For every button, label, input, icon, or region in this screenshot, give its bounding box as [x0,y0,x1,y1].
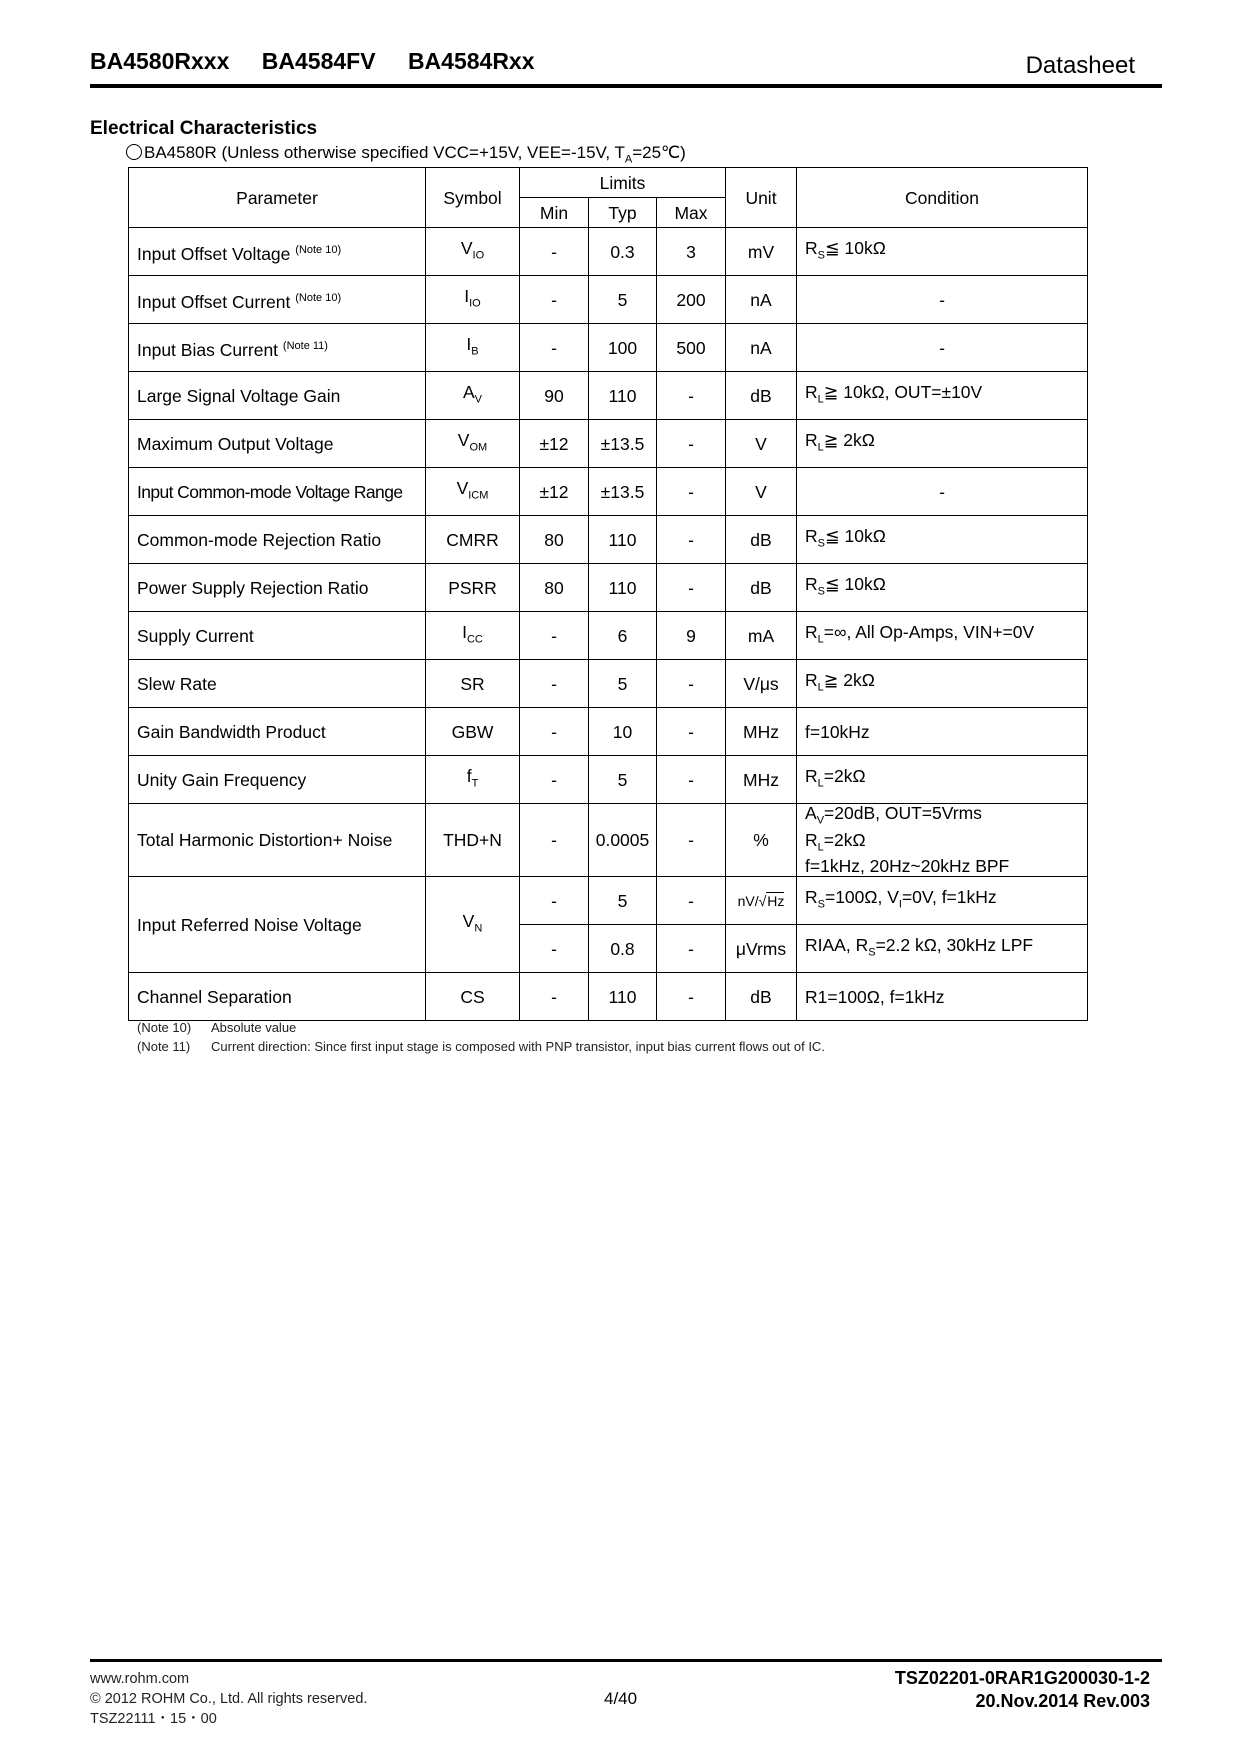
typ-cell: 0.8 [589,925,657,973]
condition-cell: - [797,324,1088,372]
param-cell: Slew Rate [129,660,426,708]
unit-cell: dB [726,372,797,420]
symbol-cell: $V_{IO}$ [426,228,520,276]
param-cell: Input Offset Voltage $^{(Note 10)}$ [129,228,426,276]
param-cell: Input Common-mode Voltage Range [129,468,426,516]
table-row [129,756,1088,804]
symbol-cell: $V_N$ [426,877,520,973]
symbol-cell: PSRR [426,564,520,612]
header-max: Max [657,198,726,228]
param-cell: Gain Bandwidth Product [129,708,426,756]
footer-right [895,1667,1150,1713]
min-cell: 80 [520,516,589,564]
header-parameter: Parameter [129,168,426,228]
condition-cell: $R_S≦$ 10kΩ [797,516,1088,564]
table-row [129,516,1088,564]
condition-cell: $R_L≧$ 10kΩ, OUT=±10V [797,372,1088,420]
typ-cell: 10 [589,708,657,756]
unit-cell: mA [726,612,797,660]
part-number: BA4580Rxxx [90,48,230,74]
unit-cell: % [726,804,797,877]
header-typ: Typ [589,198,657,228]
min-cell: - [520,925,589,973]
table-row [129,804,1088,877]
max-cell: 200 [657,276,726,324]
param-cell: Supply Current [129,612,426,660]
max-cell: - [657,756,726,804]
unit-cell: MHz [726,756,797,804]
condition-cell: $A_V=20dB$, OUT=5Vrms $R_L=2k\Omega$ f=1kHz, 20Hz~20kHz BPF [797,804,1088,877]
unit-cell: dB [726,564,797,612]
symbol-cell: $f_T$ [426,756,520,804]
max-cell: - [657,372,726,420]
symbol-cell: $I_B$ [426,324,520,372]
section-title: Electrical Characteristics [90,118,318,139]
unit-cell: nA [726,276,797,324]
unit-cell: MHz [726,708,797,756]
param-cell: Large Signal Voltage Gain [129,372,426,420]
unit-cell: V [726,468,797,516]
min-cell: ±12 [520,468,589,516]
max-cell: - [657,708,726,756]
table-notes [137,1018,825,1056]
unit-cell: dB [726,973,797,1021]
max-cell: - [657,564,726,612]
unit-cell: nA [726,324,797,372]
footer-left [90,1669,367,1729]
table-row [129,468,1088,516]
table-row [129,973,1088,1021]
min-cell: - [520,756,589,804]
symbol-cell: $I_{IO}$ [426,276,520,324]
typ-cell: 0.0005 [589,804,657,877]
condition-cell: f=10kHz [797,708,1088,756]
param-cell: Total Harmonic Distortion+ Noise [129,804,426,877]
test-condition [126,143,686,165]
condition-cell: $R_L=\infty$, All Op-Amps, VIN+=0V [797,612,1088,660]
footer-copyright: © 2012 ROHM Co., Ltd. All rights reserved. [90,1691,368,1707]
condition-cell: - [797,468,1088,516]
min-cell: - [520,877,589,925]
date-revision: 20.Nov.2014 Rev.003 [975,1691,1150,1711]
sqrt-icon: √ [758,892,767,909]
part-number: BA4584FV [261,48,376,74]
header-symbol: Symbol [426,168,520,228]
doc-id: TSZ02201-0RAR1G200030-1-2 [894,1668,1150,1688]
symbol-cell: CMRR [426,516,520,564]
unit-cell: μVrms [726,925,797,973]
condition-cell: $R_S≦$ 10kΩ [797,228,1088,276]
condition-text: =25℃) [632,143,686,162]
condition-cell: $R_L≧$ 2kΩ [797,420,1088,468]
table-row [129,612,1088,660]
typ-cell: 110 [589,516,657,564]
max-cell: - [657,925,726,973]
table-row [129,372,1088,420]
param-cell: Input Referred Noise Voltage [129,877,426,973]
min-cell: - [520,612,589,660]
note-item: (Note 10) Absolute value [137,1020,297,1035]
typ-cell: 110 [589,973,657,1021]
typ-cell: 6 [589,612,657,660]
min-cell: - [520,804,589,877]
table-row [129,228,1088,276]
typ-cell: 5 [589,660,657,708]
max-cell: 3 [657,228,726,276]
footer-divider [90,1659,1162,1662]
min-cell: 80 [520,564,589,612]
max-cell: - [657,804,726,877]
condition-cell: $R_L=2k\Omega$ [797,756,1088,804]
unit-cell: dB [726,516,797,564]
electrical-characteristics-table [128,167,1088,1021]
param-cell: Unity Gain Frequency [129,756,426,804]
param-cell: Common-mode Rejection Ratio [129,516,426,564]
condition-cell: RIAA, $R_S=2.2$ kΩ, 30kHz LPF [797,925,1088,973]
param-cell: Input Bias Current $^{(Note 11)}$ [129,324,426,372]
symbol-cell: $I_{CC}$ [426,612,520,660]
table-row [129,324,1088,372]
table-row [129,877,1088,925]
note-item: (Note 11) Current direction: Since first input stage is composed with PNP transistor, input bias current flows out of IC. [137,1039,825,1054]
symbol-cell: SR [426,660,520,708]
doc-type: Datasheet [1025,52,1135,79]
typ-cell: 5 [589,276,657,324]
min-cell: - [520,324,589,372]
table-row [129,276,1088,324]
condition-cell: - [797,276,1088,324]
typ-cell: 5 [589,756,657,804]
symbol-cell: $V_{ICM}$ [426,468,520,516]
typ-cell: 5 [589,877,657,925]
symbol-cell: GBW [426,708,520,756]
condition-cell: $R_S=100\Omega$, $V_I=0V$, f=1kHz [797,877,1088,925]
condition-cell: $R_S≦$ 10kΩ [797,564,1088,612]
symbol-cell: $V_{OM}$ [426,420,520,468]
circle-bullet-icon [126,144,142,160]
header-part-numbers [90,48,561,75]
typ-cell: 0.3 [589,228,657,276]
condition-cell: R1=100Ω, f=1kHz [797,973,1088,1021]
symbol-cell: $A_V$ [426,372,520,420]
footer-code: TSZ22111・15・00 [90,1711,217,1727]
table-row [129,660,1088,708]
max-cell: - [657,468,726,516]
header-condition: Condition [797,168,1088,228]
max-cell: - [657,516,726,564]
condition-cell: $R_L≧$ 2kΩ [797,660,1088,708]
table-row [129,420,1088,468]
param-cell: Channel Separation [129,973,426,1021]
min-cell: - [520,660,589,708]
min-cell: - [520,228,589,276]
table-row [129,708,1088,756]
footer-url: www.rohm.com [90,1671,190,1687]
header-min: Min [520,198,589,228]
max-cell: 500 [657,324,726,372]
max-cell: - [657,660,726,708]
max-cell: - [657,973,726,1021]
condition-part: BA4580R [144,143,217,162]
unit-cell: V/μs [726,660,797,708]
min-cell: - [520,708,589,756]
min-cell: - [520,276,589,324]
param-cell: Input Offset Current $^{(Note 10)}$ [129,276,426,324]
param-cell: Power Supply Rejection Ratio [129,564,426,612]
symbol-cell: THD+N [426,804,520,877]
max-cell: - [657,877,726,925]
header-unit: Unit [726,168,797,228]
min-cell: 90 [520,372,589,420]
unit-cell: nV/√Hz [726,877,797,925]
typ-cell: 100 [589,324,657,372]
table-row [129,564,1088,612]
header-limits: Limits [520,168,726,198]
page-number: 4/40 [604,1689,638,1708]
typ-cell: 110 [589,564,657,612]
typ-cell: ±13.5 [589,468,657,516]
min-cell: ±12 [520,420,589,468]
part-number: BA4584Rxx [407,48,535,74]
max-cell: - [657,420,726,468]
typ-cell: ±13.5 [589,420,657,468]
unit-cell: mV [726,228,797,276]
symbol-cell: CS [426,973,520,1021]
min-cell: - [520,973,589,1021]
unit-cell: V [726,420,797,468]
condition-text: (Unless otherwise specified VCC=+15V, VEE=-15V, T [216,143,625,162]
condition-sub: A [624,153,633,166]
typ-cell: 110 [589,372,657,420]
param-cell: Maximum Output Voltage [129,420,426,468]
header-divider [90,84,1162,88]
max-cell: 9 [657,612,726,660]
